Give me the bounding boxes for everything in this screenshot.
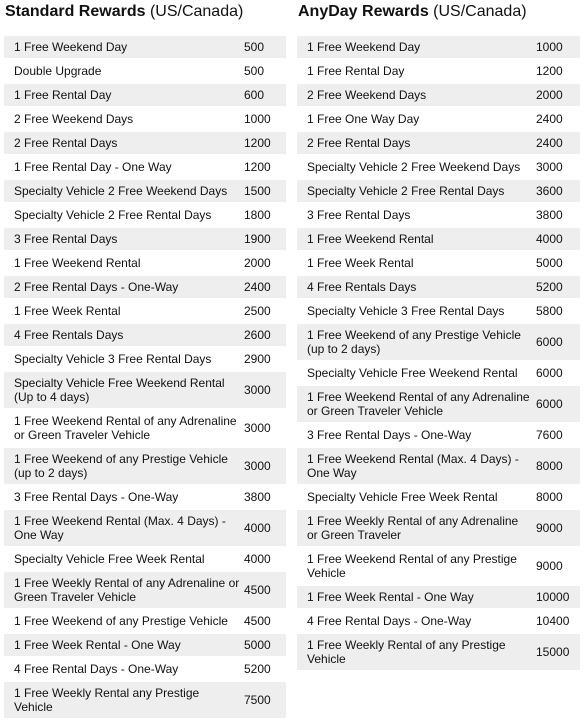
reward-points: 500 (244, 40, 265, 54)
reward-points: 7500 (244, 693, 271, 707)
reward-name: 2 Free Weekend Days (14, 112, 134, 126)
reward-points: 5000 (536, 256, 563, 270)
reward-points: 9000 (536, 559, 563, 573)
reward-name: 4 Free Rental Days - One-Way (307, 614, 472, 628)
reward-points: 8000 (536, 459, 563, 473)
table-row (4, 548, 286, 572)
reward-name: 1 Free Rental Day (14, 88, 112, 102)
reward-name: Specialty Vehicle 2 Free Weekend Days (14, 184, 228, 198)
reward-points: 4000 (244, 552, 271, 566)
reward-name: 1 Free Weekend Rental (307, 232, 434, 246)
reward-name: 1 Free Weekend Rental of any Adrenaline or Green Traveler Vehicle (14, 414, 237, 442)
reward-name: 3 Free Rental Days (307, 208, 411, 222)
table-row (297, 60, 580, 84)
table-row (4, 410, 286, 448)
reward-name: 1 Free Weekly Rental of any Prestige Vehicle (307, 638, 506, 666)
anyday-rewards-column (297, 0, 580, 672)
anyday-rewards-heading (297, 0, 580, 30)
reward-points: 1000 (244, 112, 271, 126)
standard-rewards-column (4, 0, 286, 720)
reward-name: Specialty Vehicle Free Weekend Rental (Up to 4 days) (14, 376, 225, 404)
reward-name: Specialty Vehicle 3 Free Rental Days (307, 304, 505, 318)
table-row (4, 60, 286, 84)
reward-points: 4000 (536, 232, 563, 246)
reward-name: 1 Free Rental Day (307, 64, 405, 78)
table-row (297, 252, 580, 276)
reward-name: Specialty Vehicle 3 Free Rental Days (14, 352, 212, 366)
reward-name: 1 Free Rental Day - One Way (14, 160, 172, 174)
reward-points: 3000 (244, 421, 271, 435)
table-row (4, 204, 286, 228)
reward-name: 1 Free Weekend of any Prestige Vehicle (up to 2 days) (14, 452, 228, 480)
reward-name: Specialty Vehicle Free Week Rental (14, 552, 205, 566)
reward-points: 4500 (244, 614, 271, 628)
table-row (4, 156, 286, 180)
table-row (297, 324, 580, 362)
reward-points: 2400 (536, 112, 563, 126)
reward-points: 1500 (244, 184, 271, 198)
reward-name: 1 Free Week Rental (307, 256, 414, 270)
reward-points: 1200 (244, 136, 271, 150)
reward-points: 3600 (536, 184, 563, 198)
table-row (297, 386, 580, 424)
table-row (297, 228, 580, 252)
reward-name: 4 Free Rental Days - One-Way (14, 662, 179, 676)
reward-points: 2000 (244, 256, 271, 270)
reward-points: 10400 (536, 614, 570, 628)
table-row (297, 448, 580, 486)
reward-name: Specialty Vehicle 2 Free Weekend Days (307, 160, 521, 174)
table-row (297, 424, 580, 448)
table-row (297, 548, 580, 586)
reward-points: 6000 (536, 335, 563, 349)
reward-points: 5200 (244, 662, 271, 676)
anyday-rewards-title: AnyDay Rewards (298, 3, 429, 20)
reward-name: 1 Free Weekend Rental (Max. 4 Days) - One Way (14, 514, 226, 542)
reward-points: 1900 (244, 232, 271, 246)
reward-name: 1 Free One Way Day (307, 112, 420, 126)
reward-points: 10000 (536, 590, 570, 604)
reward-name: 2 Free Weekend Days (307, 88, 427, 102)
reward-name: 1 Free Weekly Rental any Prestige Vehicle (14, 686, 200, 714)
table-row (297, 362, 580, 386)
table-row (4, 572, 286, 610)
standard-rewards-heading (4, 0, 286, 30)
reward-points: 600 (244, 88, 265, 102)
reward-points: 9000 (536, 521, 563, 535)
reward-name: Specialty Vehicle Free Weekend Rental (307, 366, 518, 380)
reward-points: 2900 (244, 352, 271, 366)
reward-name: 2 Free Rental Days - One-Way (14, 280, 179, 294)
reward-points: 4000 (244, 521, 271, 535)
reward-points: 2000 (536, 88, 563, 102)
table-row (297, 486, 580, 510)
reward-points: 1000 (536, 40, 563, 54)
table-row (4, 84, 286, 108)
reward-name: 1 Free Weekend of any Prestige Vehicle (14, 614, 228, 628)
reward-points: 3000 (244, 459, 271, 473)
reward-name: Double Upgrade (14, 64, 102, 78)
reward-points: 3000 (244, 383, 271, 397)
reward-name: 3 Free Rental Days (14, 232, 118, 246)
table-row (297, 634, 580, 672)
reward-points: 7600 (536, 428, 563, 442)
table-row (297, 276, 580, 300)
reward-points: 5200 (536, 280, 563, 294)
standard-rewards-region: (US/Canada) (149, 3, 244, 20)
reward-name: 1 Free Weekly Rental of any Adrenaline or Green Traveler Vehicle (14, 576, 240, 604)
reward-name: 1 Free Weekend Rental of any Adrenaline or Green Traveler Vehicle (307, 390, 530, 418)
reward-points: 1800 (244, 208, 271, 222)
reward-name: 1 Free Week Rental - One Way (14, 638, 181, 652)
table-row (4, 448, 286, 486)
reward-points: 500 (244, 64, 265, 78)
reward-points: 3800 (244, 490, 271, 504)
table-row (4, 658, 286, 682)
reward-points: 3800 (536, 208, 563, 222)
table-row (4, 252, 286, 276)
reward-name: 4 Free Rentals Days (14, 328, 124, 342)
table-row (4, 36, 286, 60)
reward-name: 3 Free Rental Days - One-Way (307, 428, 472, 442)
reward-name: 1 Free Weekend Rental (14, 256, 141, 270)
reward-name: 2 Free Rental Days (307, 136, 411, 150)
table-row (4, 682, 286, 720)
reward-points: 6000 (536, 397, 563, 411)
reward-name: 4 Free Rentals Days (307, 280, 417, 294)
table-row (297, 510, 580, 548)
reward-name: 1 Free Weekend Rental of any Prestige Vehicle (307, 552, 517, 580)
reward-name: Specialty Vehicle Free Week Rental (307, 490, 498, 504)
reward-points: 8000 (536, 490, 563, 504)
reward-name: Specialty Vehicle 2 Free Rental Days (14, 208, 212, 222)
table-row (4, 486, 286, 510)
reward-points: 5800 (536, 304, 563, 318)
table-row (297, 300, 580, 324)
reward-points: 15000 (536, 645, 570, 659)
standard-rewards-table (4, 36, 286, 720)
table-row (4, 132, 286, 156)
reward-points: 1200 (244, 160, 271, 174)
table-row (297, 84, 580, 108)
reward-points: 4500 (244, 583, 271, 597)
table-row (297, 36, 580, 60)
reward-points: 6000 (536, 366, 563, 380)
reward-name: Specialty Vehicle 2 Free Rental Days (307, 184, 505, 198)
table-row (4, 634, 286, 658)
reward-name: 1 Free Week Rental (14, 304, 121, 318)
table-row (4, 372, 286, 410)
table-row (4, 108, 286, 132)
reward-points: 3000 (536, 160, 563, 174)
table-row (297, 610, 580, 634)
table-row (297, 132, 580, 156)
anyday-rewards-table (297, 36, 580, 672)
table-row (4, 510, 286, 548)
reward-name: 2 Free Rental Days (14, 136, 118, 150)
table-row (297, 156, 580, 180)
table-row (4, 276, 286, 300)
reward-points: 2400 (244, 280, 271, 294)
reward-name: 1 Free Week Rental - One Way (307, 590, 474, 604)
reward-points: 2400 (536, 136, 563, 150)
table-row (4, 610, 286, 634)
table-row (297, 586, 580, 610)
reward-points: 1200 (536, 64, 563, 78)
table-row (297, 180, 580, 204)
anyday-rewards-region: (US/Canada) (433, 3, 527, 20)
table-row (4, 228, 286, 252)
reward-points: 5000 (244, 638, 271, 652)
table-row (4, 180, 286, 204)
reward-points: 2500 (244, 304, 271, 318)
reward-name: 1 Free Weekend Day (307, 40, 421, 54)
reward-name: 1 Free Weekly Rental of any Adrenaline or Green Traveler (307, 514, 519, 542)
table-row (297, 204, 580, 228)
table-row (4, 300, 286, 324)
reward-points: 2600 (244, 328, 271, 342)
standard-rewards-title: Standard Rewards (5, 3, 146, 20)
table-row (297, 108, 580, 132)
reward-name: 1 Free Weekend Rental (Max. 4 Days) - One Way (307, 452, 519, 480)
reward-name: 1 Free Weekend Day (14, 40, 128, 54)
table-row (4, 324, 286, 348)
reward-name: 1 Free Weekend of any Prestige Vehicle (up to 2 days) (307, 328, 521, 356)
reward-name: 3 Free Rental Days - One-Way (14, 490, 179, 504)
table-row (4, 348, 286, 372)
